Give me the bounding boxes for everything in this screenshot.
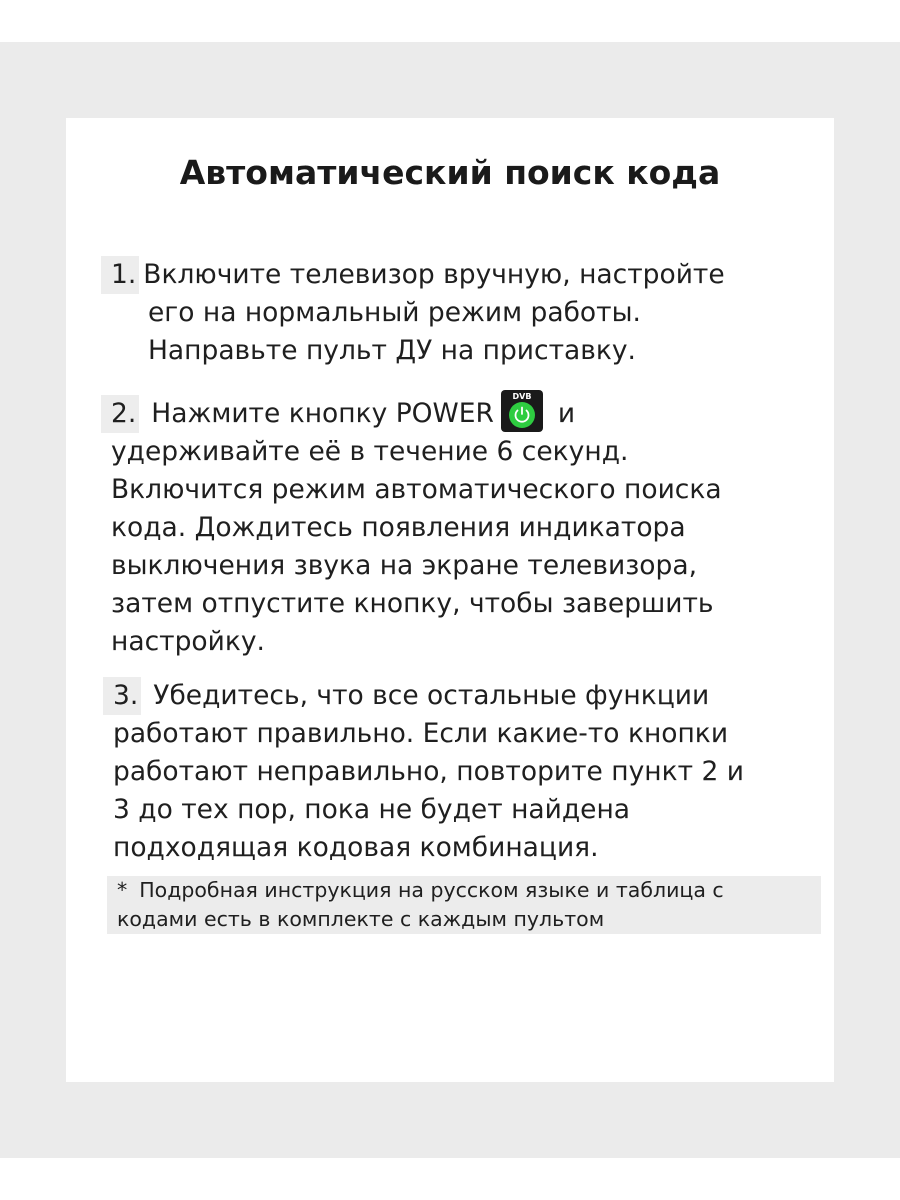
- footnote: [107, 876, 821, 934]
- step-2-line-4: кода. Дождитесь появления индикатора: [111, 512, 686, 543]
- step-2-line-7: настройку.: [111, 626, 265, 657]
- step-1-number: 1.: [101, 256, 139, 294]
- step-2-line-3: Включится режим автоматического поиска: [111, 474, 722, 505]
- step-2-line-1: 2. Нажмите кнопку POWER DVB и: [101, 389, 722, 433]
- page-title: Автоматический поиск кода: [179, 153, 721, 192]
- step-2-line-2: удерживайте её в течение 6 секунд.: [111, 436, 629, 467]
- step-3-line-4: 3 до тех пор, пока не будет найдена: [113, 794, 631, 825]
- step-2-line-6: затем отпустите кнопку, чтобы завершить: [111, 588, 714, 619]
- step-3-number: 3.: [103, 677, 141, 715]
- step-3-line-2: работают правильно. Если какие-то кнопки: [113, 718, 729, 749]
- step-2-number: 2.: [101, 395, 139, 433]
- step-3-line-3: работают неправильно, повторите пункт 2 и: [113, 756, 744, 787]
- dvb-power-button-image: [500, 389, 544, 433]
- step-1-line-1: 1. Включите телевизор вручную, настройте: [101, 256, 725, 294]
- step-1-line-2: его на нормальный режим работы.: [148, 297, 641, 328]
- footnote-line-2: кодами есть в комплекте с каждым пультом: [117, 907, 605, 931]
- step-3: [103, 677, 744, 867]
- step-2: [101, 389, 722, 661]
- step-1-line-3: Направьте пульт ДУ на приставку.: [148, 335, 636, 366]
- step-3-line-1: 3. Убедитесь, что все остальные функции: [103, 677, 744, 715]
- dvb-label: DVB: [512, 392, 532, 401]
- footnote-marker: *: [117, 878, 128, 902]
- step-3-line-5: подходящая кодовая комбинация.: [113, 832, 599, 863]
- step-2-line-5: выключения звука на экране телевизора,: [111, 550, 697, 581]
- footnote-line-1: * Подробная инструкция на русском языке и таблица с: [117, 878, 724, 902]
- step-1: [101, 256, 725, 370]
- power-icon: [500, 389, 544, 433]
